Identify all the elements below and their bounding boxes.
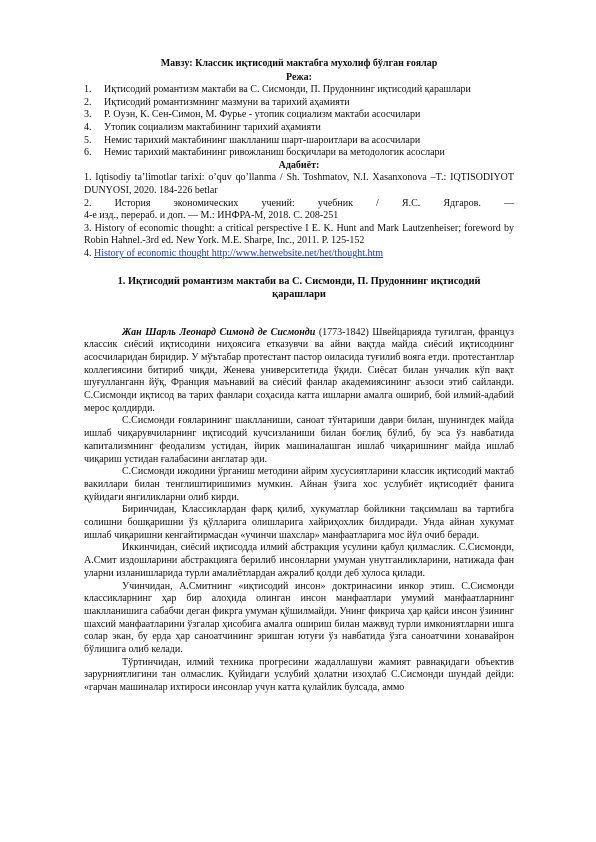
paragraph: С.Сисмонди ғояларининг шаклланиши, саноат тўнтариши даври билан, шунингдек майда ишлаб чиқарувчиларнинг иқтисодий кучсизланиши билан боғлиқ бўлиб, бу эса ўз навбатида капитализмнинг феодализм устидан, йирик машиналашган ишлаб чиқаришнинг майда ишлаб чиқариш устидан ғалабасини англатар эди. <box>84 415 514 465</box>
literature-word: — <box>503 197 514 209</box>
author-name: Жан Шарль Леонард Симонд де Сисмонди <box>122 326 316 338</box>
paragraph-text: (1773-1842) Швейцарияда туғилган, француз классик сиёсий иқтисодини ниҳоясига етказувчи ва айни вақтда майда сиёсий иқтисоднинг асосчиларидан биридир. У мўътабар протестант пастор оиласида туғилиб вояга етди. протестантлар коллегиясини битириб чиқди, Женева университетида ўқиди. Сиёсат билан унчалик кўп вақт шуғулланганн йўқ, Франция маънавий ва сиёсий фанлар академиясининг аъзоси этиб сайланди. С.Сисмонди иқтисод ва тарих фанлари соҳасида катта ишларни амалга ошириб, бой илмий-адабий мерос қолдирди. <box>84 326 514 414</box>
literature-word: Ядгаров. <box>443 197 481 209</box>
literature-item-2 <box>84 198 514 211</box>
literature-word: Я.С. <box>401 197 421 209</box>
literature-item-1: 1. Iqtisodiy ta’limotlar tarixi: o’quv qo’llanma / Sh. Toshmatov, N.I. Xasanxonova –T.: IQTISODIYOT DUNYOSI, 2020. 184-226 betlar <box>84 172 514 196</box>
plan-item-number: 6. <box>84 147 92 159</box>
plan-item-number: 4. <box>84 121 92 133</box>
literature-word: / <box>376 197 379 209</box>
document-page <box>84 58 514 695</box>
body-text <box>84 327 514 695</box>
literature-item-4-number: 4. <box>84 247 94 259</box>
literature-list <box>84 172 514 260</box>
plan-item-text: Немис тарихий мактабининг ривожланиш босқичлари ва методологик асослари <box>104 147 445 159</box>
plan-item-number: 5. <box>84 134 92 146</box>
plan-list <box>84 84 514 160</box>
literature-word: История <box>114 197 151 209</box>
plan-heading: Режа: <box>286 71 312 83</box>
literature-word: экономических <box>173 197 239 209</box>
plan-item <box>84 135 514 148</box>
paragraph: Тўртинчидан, илмий техника прогресини жадаллашуви жамият равнақидаги объектив зарурниятлигини тан олмаслик. Қуйидаги услубий ҳолатни изоҳлаб С.Сисмонди шундай дейди: «гарчан машиналар ихтироси инсонлар учун катта қулайлик булсада, аммо <box>84 656 514 694</box>
literature-item-2-continuation: 4-е изд., перераб. и доп. — М.: ИНФРА-М, 2018. С. 208-251 <box>84 210 339 222</box>
plan-item <box>84 122 514 135</box>
plan-item <box>84 97 514 110</box>
paragraph <box>84 327 514 416</box>
paragraph: Биринчидан, Классиклардан фарқ қилиб, хукуматлар бойликни тақсимлаш ва тартибга солишни бошқаришни ўз қўлларига олишларига хайриҳохлик билдиради. Унда айнан хукумат ишлаб чиқаришни кенгайтирмасдан «учинчи шахслар» манфаатларига мос йўл очиб беради. <box>84 504 514 541</box>
plan-item <box>84 109 514 122</box>
literature-link[interactable]: History of economic thought http://www.hetwebsite.net/het/thought.htm <box>94 247 384 259</box>
topic-heading: Мавзу: Классик иқтисодий мактабга мухолиф бўлган ғоялар <box>160 58 438 69</box>
plan-item-number: 1. <box>84 84 92 96</box>
plan-item-text: Р. Оуэн, К. Сен-Симон, М. Фурье - утопик социализм мактаби асосчилари <box>104 109 421 121</box>
plan-item-text: Утопик социализм мактабининг тарихий аҳамияти <box>104 121 321 133</box>
paragraph: С.Сисмонди ижодини ўрганиш методини айрим хусусиятларини классик иқтисодий мактаб вакиллари билан тенглиштиришимиз мумкин. Айнан ўзига хос услубиёт иқтисодиёт фанига қуйидаги янгиликларни олиб кирди. <box>84 466 514 503</box>
literature-item-3: 3. History of economic thought: a critical perspective I E. K. Hunt and Mark Lautzenheiser; foreword by Robin Hahnel.-3rd ed. New York. M.E. Sharpe, Inc., 2011. P. 125-152 <box>84 222 514 247</box>
plan-item-number: 2. <box>84 96 92 108</box>
paragraph: Учинчидан, А.Смитнинг «иқтисодий инсон» доктринасини инкор этиш. С.Сисмонди классикларнинг ҳар бир алоҳида олинган инсон манфаатлари умумий манфаатларнинг шаклланишига сабабчи деган фикрга умуман қўшилмайди. Унинг фикрича ҳар қайси инсон ўзининг шахсий манфаатларини ўзгалар ҳисобига амалга ошириш билан мажвуд турли имкониятларни ишга солар экан, бу ерда ҳар саноатчининг эришган ютуғи ўз навбатида ўзга саноатчини хонавайрон бўлишига олиб келади. <box>84 580 514 656</box>
plan-item-text: Иқтисодий романтизмнинг мазмуни ва тарихий аҳамияти <box>104 96 350 108</box>
plan-item <box>84 84 514 97</box>
literature-item-4 <box>84 248 514 261</box>
plan-item <box>84 147 514 160</box>
section-title: 1. Иқтисодий романтизм мактаби ва С. Сисмонди, П. Прудоннинг иқтисодий қарашлари <box>117 275 481 300</box>
literature-word: учений: <box>261 197 295 209</box>
literature-heading: Адабиёт: <box>278 159 320 171</box>
plan-item-text: Немис тарихий мактабининг шаклланиш шарт-шароитлари ва асосчилари <box>104 134 421 146</box>
paragraph: Иккинчидан, сиёсий иқтисодда илмий абстракция усулини қабул қилмаслик. С.Сисмонди, А.Смит издошларини абстракцияга берилиб инсонларни умуман унутганликларини, натижада фан уларни изланишларида турли амалиётлардан ажралиб қолди деб хулоса қилади. <box>84 542 514 579</box>
plan-item-text: Иқтисодий романтизм мактаби ва С. Сисмонди, П. Прудоннинг иқтисодий қарашлари <box>104 84 471 96</box>
literature-word: 2. <box>84 197 92 209</box>
plan-item-number: 3. <box>84 109 92 121</box>
literature-word: учебник <box>317 197 353 209</box>
